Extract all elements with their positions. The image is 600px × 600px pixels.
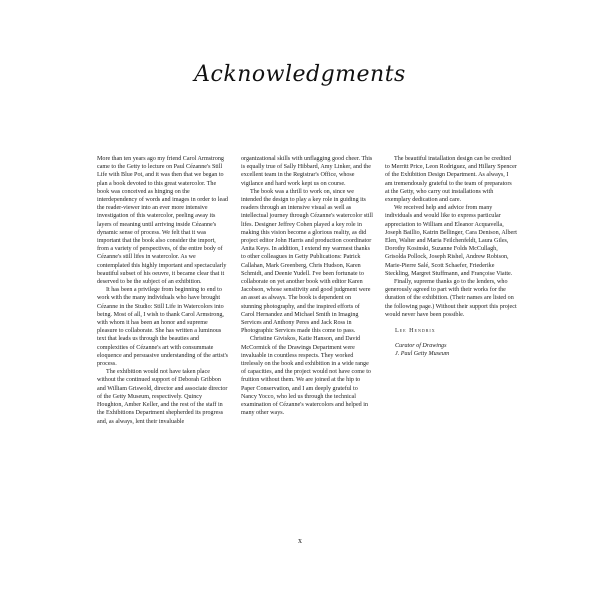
column-3 <box>385 155 517 426</box>
paragraph: We received help and advice from many individuals and would like to express particular appreciation to William and Eleanor Acquavella, Joseph Baillio, Katrin Bellinger, Cara Denison, Albert Elen, Walter and Maria Feilchenfeldt, Laura Giles, Dorothy Kosinski, Suzanne Folds McCullagh, Grisolda Pollock, Joseph Rishel, Andrew Robison, Marie-Pierre Salé, Scott Schaefer, Friederike Steckling, Margret Stuffmann, and Françoise Viatte. <box>385 205 517 277</box>
paragraph: The beautiful installation design can be credited to Merritt Price, Leon Rodriguez, and Hillary Spencer of the Exhibition Design Department. As always, I am tremendously grateful to the team of preparators at the Getty, who carry out installations with exemplary dedication and care. <box>385 156 517 204</box>
paragraph: Finally, supreme thanks go to the lenders, who generously agreed to part with their works for the duration of the exhibition. (Their names are listed on the following page.) Without their support this project would never have been possible. <box>385 279 517 318</box>
signature-name: Lee Hendrix <box>395 328 436 335</box>
column-1 <box>97 155 229 426</box>
paragraph: More than ten years ago my friend Carol Armstrong came to the Getty to lecture on Paul Cézanne's Still Life with Blue Pot, and it was then that we began to plan a book devoted to this great watercolor. The book was conceived as hinging on the interdependency of words and images in order to lead the reader-viewer into an ever more intensive investigation of this watercolor, peeling away its layers of meaning until arriving inside Cézanne's dynamic sense of process. We felt that it was important that the book also consider the import, from a variety of perspectives, of the entire body of Cézanne's still lifes in watercolor. As we contemplated this highly important and spectacularly beautiful subset of his oeuvre, it became clear that it deserved to be the subject of an exhibition. <box>97 156 228 286</box>
signature-block <box>385 327 517 359</box>
signature-institution: J. Paul Getty Museum <box>395 351 450 358</box>
page-title: Acknowledgments <box>194 62 406 87</box>
text-columns <box>97 155 517 426</box>
paragraph: organizational skills with unflagging good cheer. This is equally true of Sally Hibbard, Amy Linker, and the excellent team in the Registrar's Office, whose vigilance and hard work kept us on course. <box>241 156 373 187</box>
paragraph: It has been a privilege from beginning to end to work with the many individuals who have brought Cézanne in the Studio: Still Life in Watercolors into being. Most of all, I wish to thank Carol Armstrong, with whom it has been an honor and supreme pleasure to collaborate. She has written a luminous text that leads us through the beauties and complexities of Cézanne's art with consummate eloquence and persuasive understanding of the artist's process. <box>97 287 229 368</box>
paragraph: The book was a thrill to work on, since we intended the design to play a key role in guiding its readers through an intensive visual as well as intellectual journey through Cézanne's watercolor still lifes. Designer Jeffrey Cohen played a key role in making this vision become a glorious reality, as did project editor John Harris and production coordinator Anita Keys. In addition, I extend my warmest thanks to other colleagues in Getty Publications: Patrick Callahan, Mark Greenberg, Chris Hudson, Karen Schmidt, and Deenie Yudell. I've been fortunate to collaborate on yet another book with editor Karen Jacobson, whose sensitivity and good judgment were an asset as always. The book is dependent on stunning photography, and the inspired efforts of Carol Hernandez and Michael Smith in Imaging Services and Anthony Peres and Jack Ross in Photographic Services made this come to pass. <box>241 188 373 335</box>
signature-role: Curator of Drawings <box>395 343 447 350</box>
column-2 <box>241 155 373 426</box>
paragraph: The exhibition would not have taken place without the continued support of Deborah Gribbon and William Griswold, director and associate director of the Getty Museum, respectively. Quincy Houghton, Amber Keller, and the rest of the staff in the Exhibitions Department shepherded its progress and, as always, lent their invaluable <box>97 369 228 425</box>
paragraph: Christine Giviskos, Katie Hanson, and David McCormick of the Drawings Department were invaluable in countless respects. They worked tirelessly on the book and exhibition in a wide range of capacities, and the project would not have come to fruition without them. We are joined at the hip to Paper Conservation, and I am deeply grateful to Nancy Yocco, who led us through the technical examination of Cézanne's watercolors and helped in many other ways. <box>241 336 371 417</box>
page-number: x <box>298 536 302 545</box>
